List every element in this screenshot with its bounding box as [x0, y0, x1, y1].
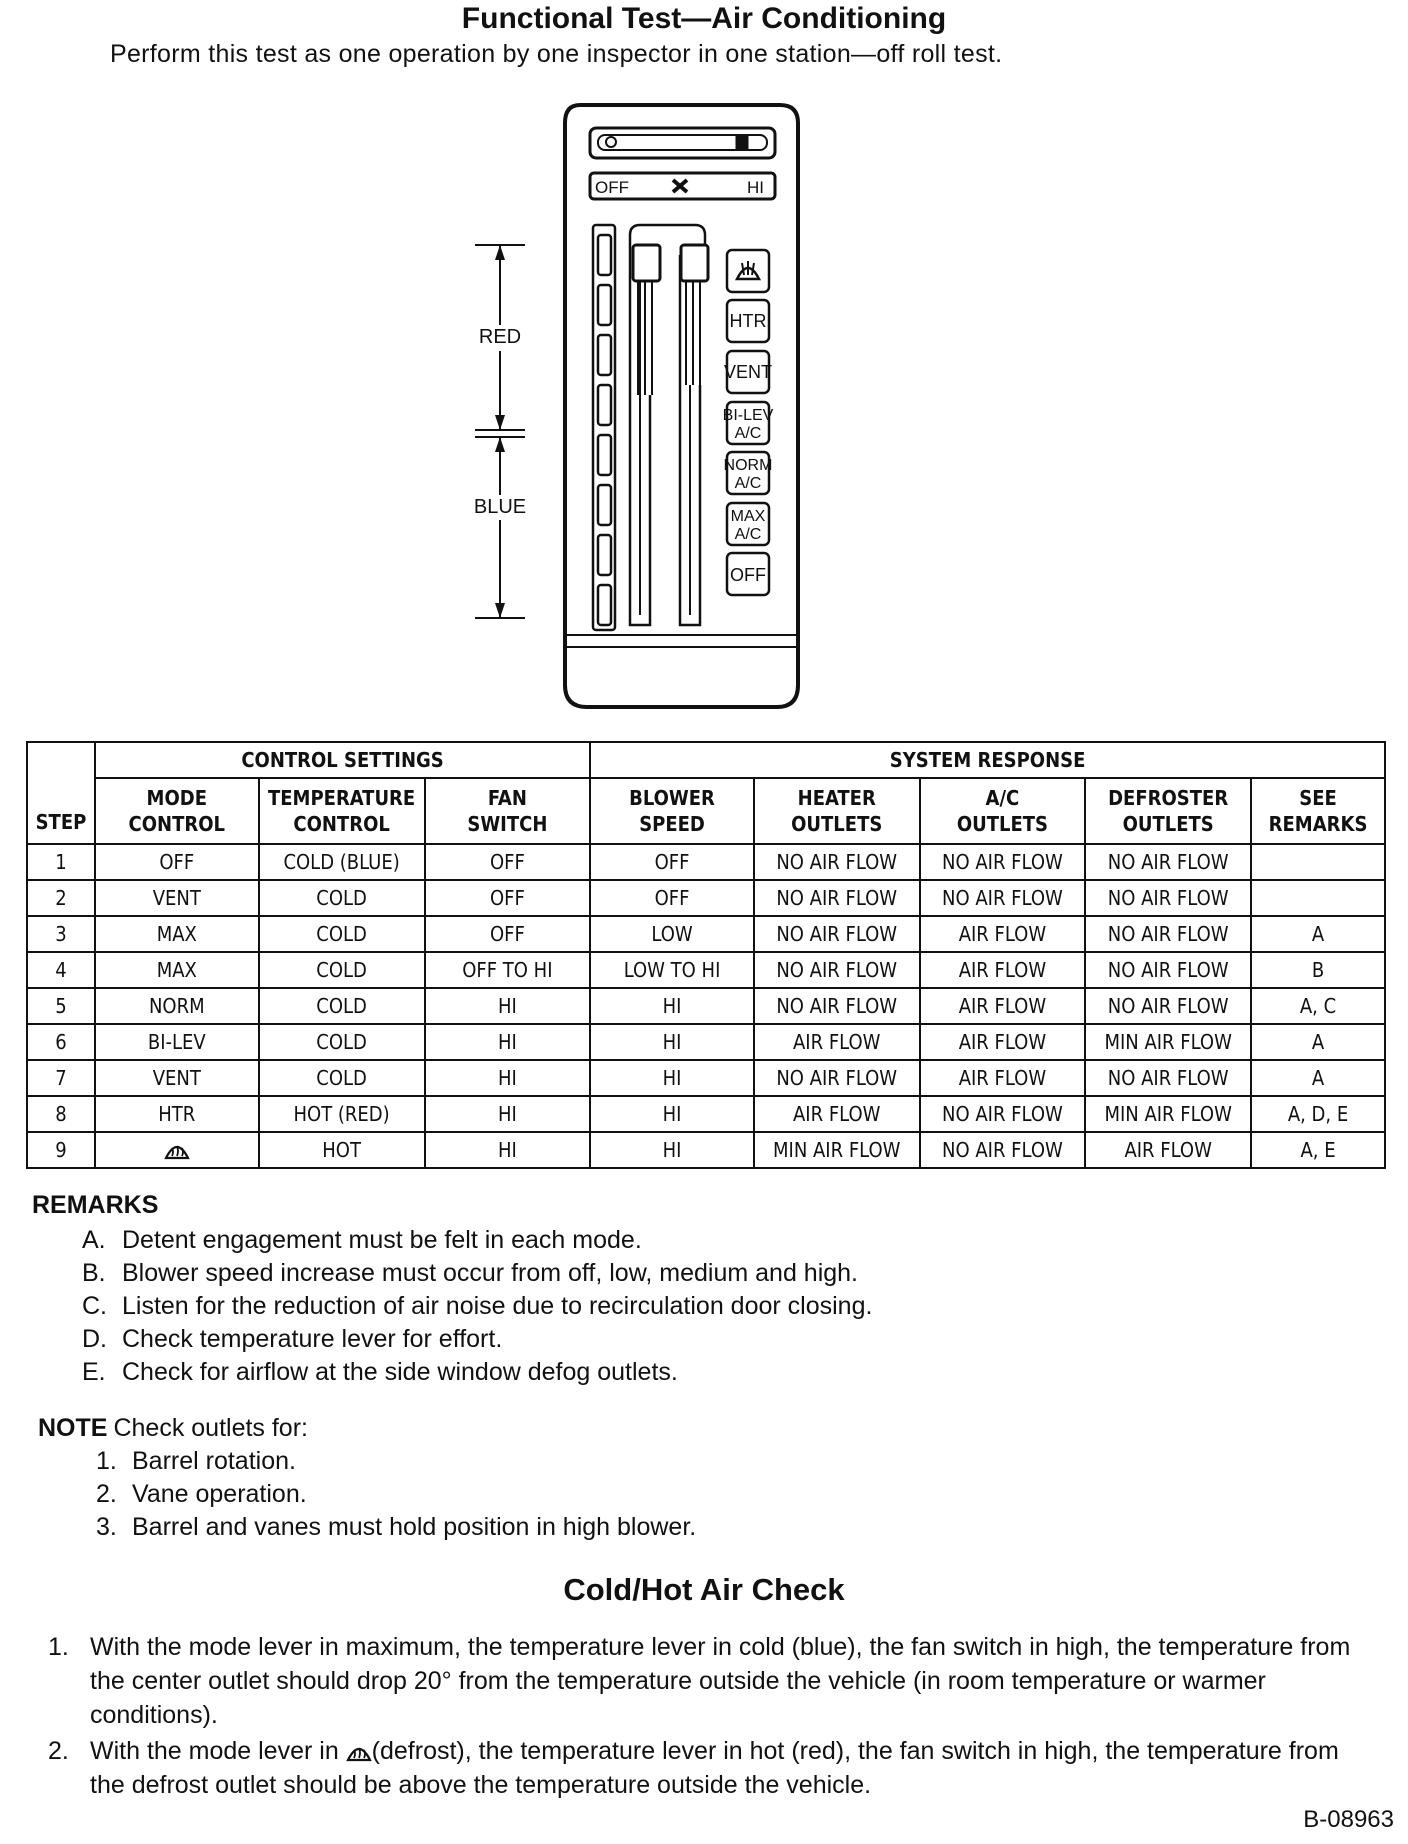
table-row [27, 1096, 1385, 1132]
cell-mode: VENT [95, 880, 259, 916]
cell-blower: OFF [590, 880, 754, 916]
page-title: Functional Test—Air Conditioning [461, 2, 947, 35]
header-fan-switch: FAN SWITCH [425, 778, 591, 844]
cell-defrost: NO AIR FLOW [1085, 916, 1251, 952]
cell-defrost: MIN AIR FLOW [1085, 1096, 1251, 1132]
header-see-remarks: SEE REMARKS [1251, 778, 1385, 844]
cell-remarks: A [1251, 916, 1385, 952]
cell-step: 8 [27, 1096, 95, 1132]
header-heater-outlets: HEATER OUTLETS [754, 778, 920, 844]
cell-step: 4 [27, 952, 95, 988]
list-item: 3. Barrel and vanes must hold position in high blower. [96, 1513, 697, 1541]
cell-blower: HI [590, 1096, 754, 1132]
cell-remarks [1251, 880, 1385, 916]
defrost-icon [164, 1140, 190, 1160]
cell-temp: COLD [259, 1024, 425, 1060]
cell-defrost: AIR FLOW [1085, 1132, 1251, 1168]
header-ac-outlets: A/C OUTLETS [920, 778, 1086, 844]
defrost-icon [346, 1742, 372, 1762]
table-row [27, 916, 1385, 952]
cell-ac: NO AIR FLOW [920, 880, 1086, 916]
cell-mode: MAX [95, 916, 259, 952]
table-row [27, 1060, 1385, 1096]
cell-step: 6 [27, 1024, 95, 1060]
cell-temp: COLD (BLUE) [259, 844, 425, 880]
cell-defrost: NO AIR FLOW [1085, 1060, 1251, 1096]
note-section [38, 1412, 696, 1544]
cell-mode: NORM [95, 988, 259, 1024]
functional-test-table [26, 741, 1386, 1169]
list-item: 2. With the mode lever in (defrost), the temperature lever in hot (red), the fan switch in high, the temperature from the defrost outlet should be above the temperature outside the vehicle. [48, 1737, 1339, 1799]
bilev-ac-label: A/C [734, 425, 762, 442]
cell-fan: HI [425, 1060, 591, 1096]
control-panel-diagram [455, 95, 855, 720]
figure-code: B-08963 [1303, 1806, 1394, 1833]
cell-ac: AIR FLOW [920, 1060, 1086, 1096]
cell-mode: VENT [95, 1060, 259, 1096]
header-defroster-outlets: DEFROSTER OUTLETS [1085, 778, 1251, 844]
cell-remarks: A, C [1251, 988, 1385, 1024]
cold-hot-list [48, 1630, 1368, 1804]
table-row [27, 880, 1385, 916]
norm-button-label: NORM [723, 457, 773, 474]
cell-step: 3 [27, 916, 95, 952]
cell-ac: AIR FLOW [920, 988, 1086, 1024]
fan-off-label: OFF [595, 178, 629, 197]
cell-heater: AIR FLOW [754, 1096, 920, 1132]
red-range-label: RED [478, 326, 522, 348]
cell-blower: HI [590, 1060, 754, 1096]
cell-remarks: A, E [1251, 1132, 1385, 1168]
cell-step: 1 [27, 844, 95, 880]
cell-temp: COLD [259, 952, 425, 988]
table-row [27, 1132, 1385, 1168]
remarks-section [32, 1189, 872, 1389]
off-button-label: OFF [730, 565, 766, 585]
cell-blower: HI [590, 988, 754, 1024]
cell-defrost: NO AIR FLOW [1085, 988, 1251, 1024]
cell-blower: HI [590, 1132, 754, 1168]
header-temperature-control: TEMPERATURE CONTROL [259, 778, 425, 844]
table-row [27, 952, 1385, 988]
header-step: STEP [27, 742, 95, 844]
cell-blower: LOW TO HI [590, 952, 754, 988]
blue-range-label: BLUE [473, 496, 527, 518]
remarks-heading: REMARKS [32, 1191, 159, 1219]
cell-defrost: NO AIR FLOW [1085, 880, 1251, 916]
cell-heater: NO AIR FLOW [754, 916, 920, 952]
table-row [27, 1024, 1385, 1060]
note-intro: Check outlets for: [113, 1414, 308, 1442]
list-item: 2. Vane operation. [96, 1480, 307, 1508]
list-item: B. Blower speed increase must occur from off, low, medium and high. [82, 1259, 858, 1287]
cell-remarks [1251, 844, 1385, 880]
cell-heater: MIN AIR FLOW [754, 1132, 920, 1168]
cell-ac: AIR FLOW [920, 952, 1086, 988]
norm-ac-label: A/C [734, 475, 762, 492]
cell-fan: OFF [425, 844, 591, 880]
fan-hi-label: HI [747, 178, 764, 197]
list-item: A. Detent engagement must be felt in each mode. [82, 1226, 642, 1254]
cell-temp: HOT (RED) [259, 1096, 425, 1132]
list-item: C. Listen for the reduction of air noise due to recirculation door closing. [82, 1292, 873, 1320]
htr-button-label: HTR [729, 311, 767, 331]
cell-ac: NO AIR FLOW [920, 1096, 1086, 1132]
cell-fan: HI [425, 988, 591, 1024]
cell-mode: OFF [95, 844, 259, 880]
group-control-settings: CONTROL SETTINGS [95, 742, 590, 778]
cell-temp: COLD [259, 988, 425, 1024]
cell-defrost: MIN AIR FLOW [1085, 1024, 1251, 1060]
cell-blower: LOW [590, 916, 754, 952]
cell-temp: HOT [259, 1132, 425, 1168]
cell-remarks: A, D, E [1251, 1096, 1385, 1132]
cell-fan: OFF [425, 916, 591, 952]
note-heading: NOTE [38, 1414, 108, 1442]
cell-step: 7 [27, 1060, 95, 1096]
cell-fan: OFF [425, 880, 591, 916]
cell-fan: HI [425, 1132, 591, 1168]
cell-ac: NO AIR FLOW [920, 1132, 1086, 1168]
cell-remarks: A [1251, 1060, 1385, 1096]
table-row [27, 844, 1385, 880]
cell-ac: AIR FLOW [920, 1024, 1086, 1060]
cell-step: 5 [27, 988, 95, 1024]
max-button-label: MAX [730, 508, 766, 525]
cell-fan: HI [425, 1096, 591, 1132]
cell-heater: NO AIR FLOW [754, 988, 920, 1024]
cell-temp: COLD [259, 880, 425, 916]
header-mode-control: MODE CONTROL [95, 778, 259, 844]
cell-heater: NO AIR FLOW [754, 844, 920, 880]
page-subtitle: Perform this test as one operation by one inspector in one station—off roll test. [110, 40, 1003, 68]
cell-fan: HI [425, 1024, 591, 1060]
header-blower-speed: BLOWER SPEED [590, 778, 754, 844]
cell-heater: NO AIR FLOW [754, 880, 920, 916]
cell-remarks: B [1251, 952, 1385, 988]
bilev-button-label: BI-LEV [722, 407, 774, 424]
cell-heater: NO AIR FLOW [754, 952, 920, 988]
group-system-response: SYSTEM RESPONSE [590, 742, 1385, 778]
cell-mode: MAX [95, 952, 259, 988]
cell-heater: AIR FLOW [754, 1024, 920, 1060]
cell-step: 2 [27, 880, 95, 916]
cell-heater: NO AIR FLOW [754, 1060, 920, 1096]
cell-mode [95, 1132, 259, 1168]
cell-blower: OFF [590, 844, 754, 880]
list-item: 1. Barrel rotation. [96, 1447, 296, 1475]
cell-blower: HI [590, 1024, 754, 1060]
table-row [27, 988, 1385, 1024]
cell-defrost: NO AIR FLOW [1085, 952, 1251, 988]
cell-ac: NO AIR FLOW [920, 844, 1086, 880]
cold-hot-heading: Cold/Hot Air Check [563, 1572, 845, 1607]
cell-mode: BI-LEV [95, 1024, 259, 1060]
cell-step: 9 [27, 1132, 95, 1168]
cell-mode: HTR [95, 1096, 259, 1132]
cell-remarks: A [1251, 1024, 1385, 1060]
list-item: D. Check temperature lever for effort. [82, 1325, 503, 1353]
max-ac-label: A/C [734, 526, 762, 543]
vent-button-label: VENT [723, 362, 773, 382]
cell-fan: OFF TO HI [425, 952, 591, 988]
cell-temp: COLD [259, 916, 425, 952]
cell-ac: AIR FLOW [920, 916, 1086, 952]
cell-temp: COLD [259, 1060, 425, 1096]
cell-defrost: NO AIR FLOW [1085, 844, 1251, 880]
list-item: 1. With the mode lever in maximum, the temperature lever in cold (blue), the fan switch in high, the temperature from the center outlet should drop 20° from the temperature outside the vehicle (in room temperature or warmer conditions). [48, 1633, 1351, 1729]
list-item: E. Check for airflow at the side window defog outlets. [82, 1358, 678, 1386]
